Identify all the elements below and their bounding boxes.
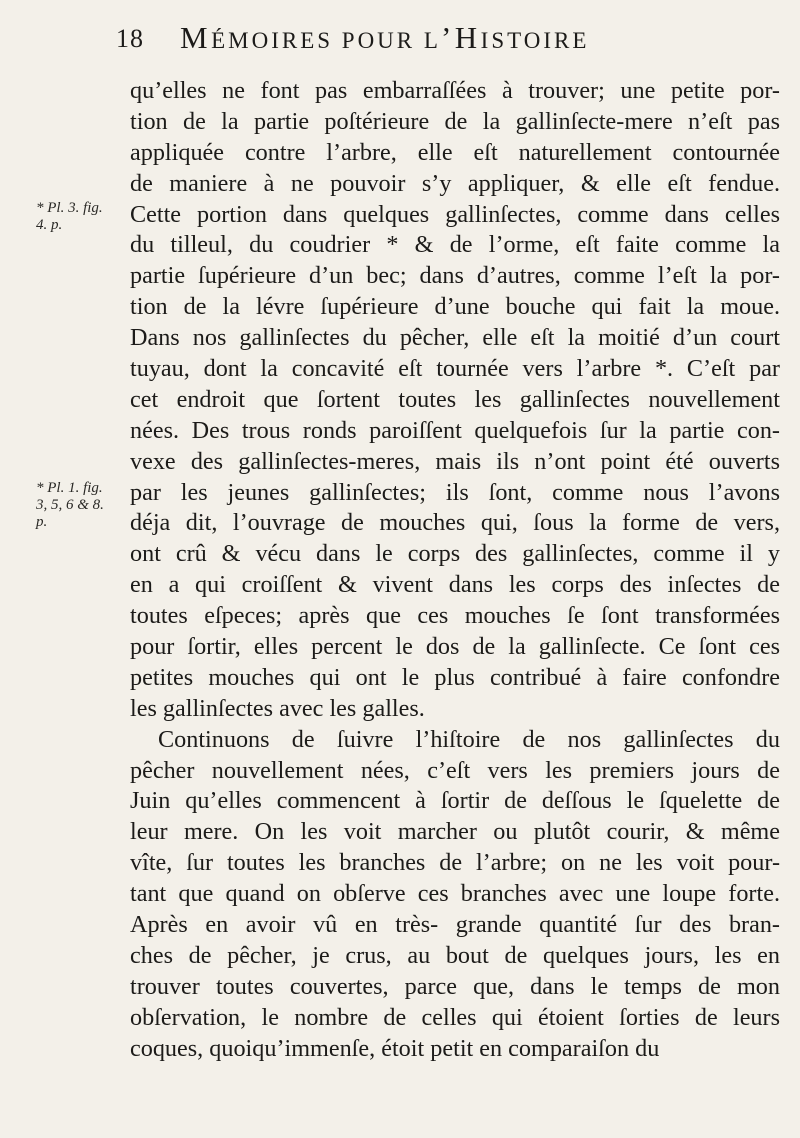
text-line: Dans nos gallinſectes du pêcher, elle eſt la moitié d’un court <box>130 324 780 352</box>
running-title <box>180 20 589 56</box>
text-line: déja dit, l’ouvrage de mouches qui, ſous la forme de vers, <box>130 509 780 537</box>
running-title-initial-m: M <box>180 20 212 55</box>
margin-note-1 <box>36 200 103 234</box>
text-line: pour ſortir, elles percent le dos de la gallinſecte. Ce ſont ces <box>130 633 780 661</box>
page-header <box>116 18 776 58</box>
text-line: Cette portion dans quelques gallinſectes, comme dans celles <box>130 200 780 228</box>
text-line: en a qui croiſſent & vivent dans les corps des inſectes de <box>130 571 780 599</box>
margin-note-2-line-1: * Pl. 1. fig. <box>36 480 103 496</box>
running-title-part-2: ISTOIRE <box>480 28 590 53</box>
running-title-apostrophe: ’ <box>440 20 455 55</box>
running-title-initial-h: H <box>454 20 481 55</box>
text-line: cet endroit que ſortent toutes les gallinſectes nouvellement <box>130 385 780 413</box>
text-line: qu’elles ne font pas embarraſſées à trouver; une petite por- <box>130 77 780 104</box>
text-line: trouver toutes couvertes, parce que, dans le temps de mon <box>130 972 780 1000</box>
text-line: du tilleul, du coudrier * & de l’orme, eſt faite comme la <box>130 231 780 259</box>
text-line: nées. Des trous ronds paroiſſent quelquefois ſur la partie con- <box>130 416 780 444</box>
text-line: toutes eſpeces; après que ces mouches ſe ſont transformées <box>130 602 780 630</box>
text-line: tuyau, dont la concavité eſt tournée vers l’arbre *. C’eſt par <box>130 355 780 383</box>
margin-note-1-line-2: 4. p. <box>36 217 63 233</box>
margin-note-2-line-2: 3, 5, 6 & 8. <box>36 497 104 513</box>
text-line: obſervation, le nombre de celles qui étoient ſorties de leurs <box>130 1003 780 1031</box>
margin-note-1-line-1: * Pl. 3. fig. <box>36 200 103 216</box>
text-line: Après en avoir vû en très- grande quantité ſur des bran- <box>130 911 780 939</box>
text-line: appliquée contre l’arbre, elle eſt naturellement contournée <box>130 138 780 166</box>
text-line: coques, quoiqu’immenſe, étoit petit en comparaiſon du <box>130 1034 660 1062</box>
text-line: petites mouches qui ont le plus contribué à faire confondre <box>130 663 780 691</box>
text-line: tion de la partie poſtérieure de la gallinſecte-mere n’eſt pas <box>130 107 780 135</box>
text-line: Continuons de ſuivre l’hiſtoire de nos gallinſectes du <box>158 725 780 753</box>
text-line: pêcher nouvellement nées, c’eſt vers les premiers jours de <box>130 756 780 784</box>
margin-note-2-line-3: p. <box>36 514 48 530</box>
margin-note-2 <box>36 480 104 531</box>
text-line: Juin qu’elles commencent à ſortir de deſſous le ſquelette de <box>130 787 780 815</box>
text-line: vexe des gallinſectes-meres, mais ils n’ont point été ouverts <box>130 447 780 475</box>
text-line: ont crû & vécu dans le corps des gallinſectes, comme il y <box>130 540 780 568</box>
text-line: de maniere à ne pouvoir s’y appliquer, & elle eſt fendue. <box>130 169 780 197</box>
text-line: tion de la lévre ſupérieure d’une bouche qui fait la moue. <box>130 293 780 321</box>
text-line: tant que quand on obſerve ces branches avec une loupe forte. <box>130 880 780 908</box>
running-title-part-1: ÉMOIRES POUR L <box>211 28 441 53</box>
text-line: les gallinſectes avec les galles. <box>130 694 425 722</box>
body-text <box>130 76 780 1065</box>
text-line: par les jeunes gallinſectes; ils ſont, comme nous l’avons <box>130 478 780 506</box>
text-line: leur mere. On les voit marcher ou plutôt courir, & même <box>130 818 780 846</box>
text-line: vîte, ſur toutes les branches de l’arbre; on ne les voit pour- <box>130 849 780 877</box>
text-line: ches de pêcher, je crus, au bout de quelques jours, les en <box>130 941 780 969</box>
text-line: partie ſupérieure d’un bec; dans d’autres, comme l’eſt la por- <box>130 262 780 290</box>
page-number: 18 <box>116 24 144 53</box>
